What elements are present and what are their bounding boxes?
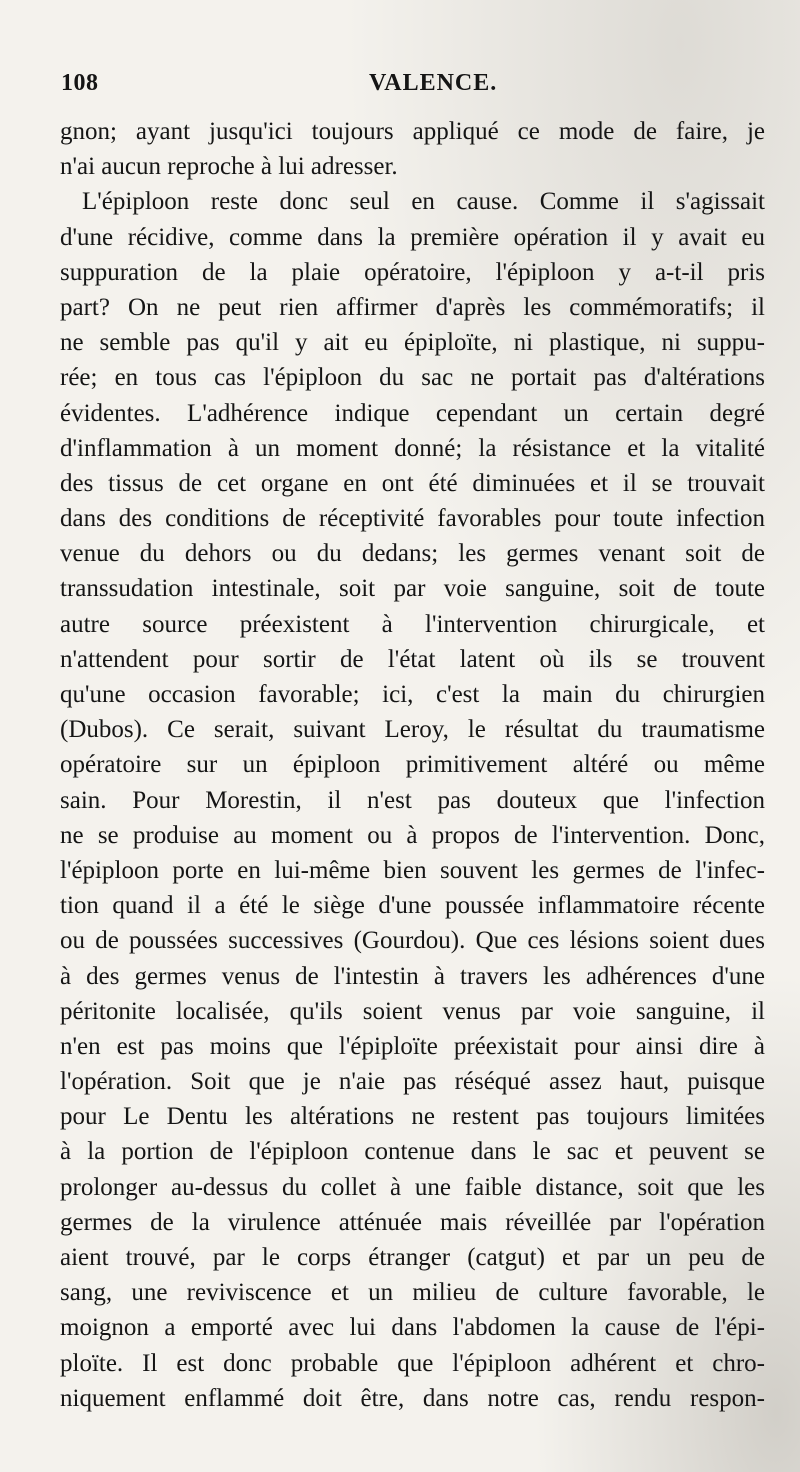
text-line: l'épiploon porte en lui-même bien souvent les germes de l'infec-	[60, 856, 765, 884]
text-line: niquement enflammé doit être, dans notre cas, rendu respon-	[60, 1384, 765, 1412]
text-line: tion quand il a été le siège d'une poussée inflammatoire récente	[60, 892, 765, 920]
text-line: autre source préexistent à l'intervention chirurgicale, et	[60, 610, 765, 638]
text-line: à des germes venus de l'intestin à travers les adhérences d'une	[60, 962, 765, 990]
text-line: à la portion de l'épiploon contenue dans le sac et peuvent se	[60, 1138, 765, 1166]
text-line: rée; en tous cas l'épiploon du sac ne portait pas d'altérations	[60, 364, 765, 392]
text-line: germes de la virulence atténuée mais réveillée par l'opération	[60, 1208, 765, 1236]
text-line: dans des conditions de réceptivité favorables pour toute infection	[60, 505, 765, 533]
text-line: sang, une reviviscence et un milieu de culture favorable, le	[60, 1279, 765, 1307]
text-line: qu'une occasion favorable; ici, c'est la main du chirurgien	[60, 681, 765, 708]
text-line: évidentes. L'adhérence indique cependant un certain degré	[60, 399, 765, 427]
text-line: moignon a emporté avec lui dans l'abdomen la cause de l'épi-	[60, 1314, 765, 1342]
text-line: d'une récidive, comme dans la première opération il y avait eu	[60, 223, 765, 251]
text-line: sain. Pour Morestin, il n'est pas douteux que l'infection	[60, 786, 765, 814]
text-line: n'en est pas moins que l'épiploïte préexistait pour ainsi dire à	[60, 1032, 765, 1060]
page-number: 108	[61, 70, 99, 96]
text-line: venue du dehors ou du dedans; les germes venant soit de	[60, 540, 765, 568]
text-line: L'épiploon reste donc seul en cause. Comme il s'agissait	[82, 188, 765, 216]
text-line: n'attendent pour sortir de l'état latent où ils se trouvent	[60, 645, 765, 673]
text-line: d'inflammation à un moment donné; la résistance et la vitalité	[60, 434, 765, 462]
text-line: ne se produise au moment ou à propos de l'intervention. Donc,	[60, 821, 765, 849]
text-line: l'opération. Soit que je n'aie pas réséqué assez haut, puisque	[60, 1068, 765, 1096]
text-line: prolonger au-dessus du collet à une faible distance, soit que les	[60, 1173, 765, 1201]
text-line: ploïte. Il est donc probable que l'épiploon adhérent et chro-	[60, 1349, 765, 1377]
text-line: pour Le Dentu les altérations ne restent pas toujours limitées	[60, 1103, 765, 1131]
body-text	[60, 114, 765, 1416]
text-line: opératoire sur un épiploon primitivement altéré ou même	[60, 751, 765, 779]
text-line: ne semble pas qu'il y ait eu épiploïte, ni plastique, ni suppu-	[60, 329, 765, 357]
text-line: des tissus de cet organe en ont été diminuées et il se trouvait	[60, 469, 765, 497]
text-line: suppuration de la plaie opératoire, l'épiploon y a-t-il pris	[60, 258, 765, 286]
text-line: (Dubos). Ce serait, suivant Leroy, le résultat du traumatisme	[60, 716, 765, 744]
running-head: VALENCE.	[369, 70, 498, 96]
text-line: n'ai aucun reproche à lui adresser.	[60, 153, 398, 181]
text-line: ou de poussées successives (Gourdou). Que ces lésions soient dues	[60, 927, 765, 955]
page-header	[61, 70, 761, 106]
text-line: aient trouvé, par le corps étranger (catgut) et par un peu de	[60, 1244, 765, 1271]
text-line: part? On ne peut rien affirmer d'après les commémoratifs; il	[60, 293, 765, 321]
text-line: transsudation intestinale, soit par voie sanguine, soit de toute	[60, 575, 765, 603]
text-line: gnon; ayant jusqu'ici toujours appliqué ce mode de faire, je	[60, 118, 765, 145]
text-line: péritonite localisée, qu'ils soient venus par voie sanguine, il	[60, 997, 765, 1025]
